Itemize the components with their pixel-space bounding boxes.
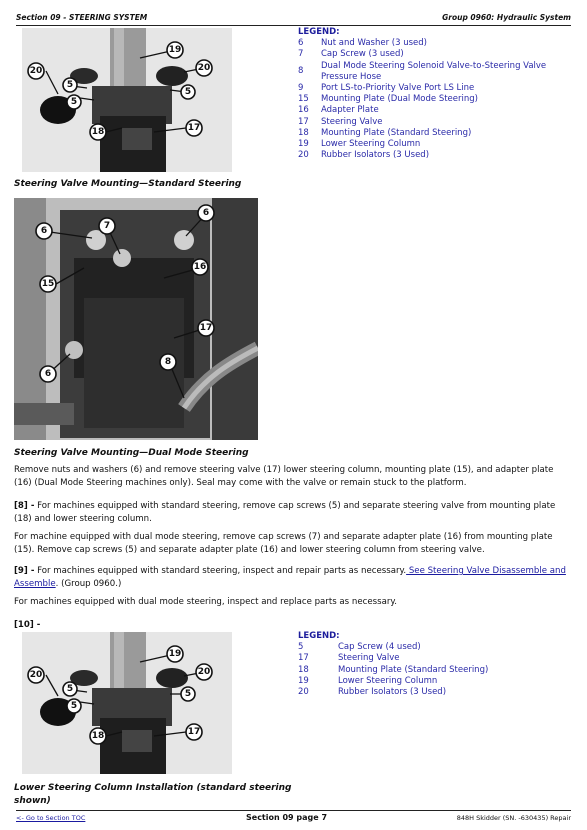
callout-16 xyxy=(192,259,208,275)
svg-text:17: 17 xyxy=(199,323,213,333)
step-9-paragraph: [9] - For machines equipped with standard steering, inspect and repair parts as necessary. See Steering Valve Disassemble and Assemble. (Group 0960.) xyxy=(14,566,566,589)
legend-item: 18 Mounting Plate (Standard Steering) xyxy=(298,664,489,675)
callout-19 xyxy=(167,42,183,58)
svg-text:8: 8 xyxy=(164,357,172,367)
figure1-caption: Steering Valve Mounting—Standard Steering xyxy=(14,179,242,189)
disassemble-link[interactable]: See Steering Valve Disassemble and Assemble xyxy=(14,566,566,589)
svg-text:18: 18 xyxy=(91,731,105,741)
toc-link[interactable]: <- Go to Section TOC xyxy=(16,814,86,822)
legend-item: 5 Cap Screw (4 used) xyxy=(298,642,421,653)
svg-text:7: 7 xyxy=(103,221,111,231)
callout-17 xyxy=(198,320,214,336)
section-title: Section 09 - STEERING SYSTEM xyxy=(16,13,148,22)
legend-2 xyxy=(298,631,560,698)
svg-text:20: 20 xyxy=(197,667,211,677)
callout-6 xyxy=(198,205,214,221)
legend-item: 17 Steering Valve xyxy=(298,116,383,127)
callout-6 xyxy=(40,366,56,382)
dual-mode-paragraph: For machine equipped with dual mode steering, remove cap screws (7) and separate adapter plate (16) from mounting plate (15). Remove cap screws (5) and separate adapter plate (16) and lower steering column from steering valve. xyxy=(14,532,553,555)
svg-text:15: 15 xyxy=(41,279,55,289)
svg-text:17: 17 xyxy=(187,727,201,737)
callout-20 xyxy=(196,60,212,76)
legend-item: 6 Nut and Washer (3 used) xyxy=(298,38,427,49)
svg-text:18: 18 xyxy=(91,127,105,137)
instruction-paragraph: Remove nuts and washers (6) and remove steering valve (17) lower steering column, mounting plate (15), and adapter plate (16) (Dual Mode Steering machines only). Seal may come with the valve or remain stuck to the platform. xyxy=(14,465,554,488)
svg-text:5: 5 xyxy=(70,97,78,107)
legend-item: 19 Lower Steering Column xyxy=(298,675,438,686)
page-header xyxy=(16,10,571,24)
callout-17 xyxy=(186,724,202,740)
step-8-paragraph: [8] - For machines equipped with standard steering, remove cap screws (5) and separate steering valve from mounting plate (18) and lower steering column. xyxy=(14,501,556,524)
callout-18 xyxy=(90,124,106,140)
svg-text:16: 16 xyxy=(193,262,207,272)
svg-text:19: 19 xyxy=(168,649,182,659)
footer-rule xyxy=(16,810,571,811)
svg-text:6: 6 xyxy=(44,369,52,379)
svg-text:5: 5 xyxy=(184,689,192,699)
legend-item: 16 Adapter Plate xyxy=(298,105,379,116)
callout-17 xyxy=(186,120,202,136)
callout-6 xyxy=(36,223,52,239)
callout-7 xyxy=(99,218,115,234)
callout-5 xyxy=(63,682,77,696)
legend-1 xyxy=(298,27,560,161)
callout-15 xyxy=(40,276,56,292)
callout-20 xyxy=(28,667,44,683)
step-number: [10] - xyxy=(14,620,41,630)
callout-18 xyxy=(90,728,106,744)
callout-5 xyxy=(67,95,81,109)
legend-title: LEGEND: xyxy=(298,27,340,37)
step-number: [8] - xyxy=(14,501,35,511)
callout-5 xyxy=(63,78,77,92)
callout-20 xyxy=(196,664,212,680)
figure3-callouts xyxy=(22,632,232,774)
svg-text:6: 6 xyxy=(202,208,210,218)
legend-item: 15 Mounting Plate (Dual Mode Steering) xyxy=(298,94,478,105)
legend-item: 20 Rubber Isolators (3 Used) xyxy=(298,687,447,698)
svg-text:5: 5 xyxy=(70,701,78,711)
svg-text:5: 5 xyxy=(184,87,192,97)
svg-text:5: 5 xyxy=(66,684,74,694)
legend-item: 19 Lower Steering Column xyxy=(298,139,421,150)
callout-20 xyxy=(28,63,44,79)
svg-text:20: 20 xyxy=(197,63,211,73)
figure3-caption: Lower Steering Column Installation (standard steering shown) xyxy=(14,783,292,806)
legend-item: 7 Cap Screw (3 used) xyxy=(298,49,404,60)
svg-text:20: 20 xyxy=(29,66,43,76)
callout-5 xyxy=(181,85,195,99)
figure2-caption: Steering Valve Mounting—Dual Mode Steering xyxy=(14,448,249,458)
legend-item: 8 Dual Mode Steering Solenoid Valve-to-Steering Valve Pressure Hose xyxy=(298,60,547,82)
callout-5 xyxy=(67,699,81,713)
legend-item: 18 Mounting Plate (Standard Steering) xyxy=(298,127,472,138)
legend-table xyxy=(298,642,488,698)
group-title: Group 0960: Hydraulic System xyxy=(442,13,571,22)
svg-text:6: 6 xyxy=(40,226,48,236)
figure1-callouts xyxy=(22,28,232,172)
svg-text:20: 20 xyxy=(29,670,43,680)
legend-title: LEGEND: xyxy=(298,631,340,641)
header-rule xyxy=(16,25,571,26)
svg-text:17: 17 xyxy=(187,123,201,133)
callout-5 xyxy=(181,687,195,701)
legend-item: 20 Rubber Isolators (3 Used) xyxy=(298,150,430,161)
legend-table xyxy=(298,38,560,161)
legend-item: 9 Port LS-to-Priority Valve Port LS Line xyxy=(298,83,475,94)
inspect-paragraph: For machines equipped with dual mode steering, inspect and replace parts as necessary. xyxy=(14,597,397,607)
manual-title: 848H Skidder (SN. -630435) Repair xyxy=(456,814,571,822)
callout-8 xyxy=(160,354,176,370)
callout-19 xyxy=(167,646,183,662)
legend-item: 17 Steering Valve xyxy=(298,653,400,664)
svg-text:19: 19 xyxy=(168,45,182,55)
figure2-callouts xyxy=(14,198,258,440)
svg-text:5: 5 xyxy=(66,80,74,90)
page-number: Section 09 page 7 xyxy=(246,813,328,822)
step-number: [9] - xyxy=(14,566,35,576)
